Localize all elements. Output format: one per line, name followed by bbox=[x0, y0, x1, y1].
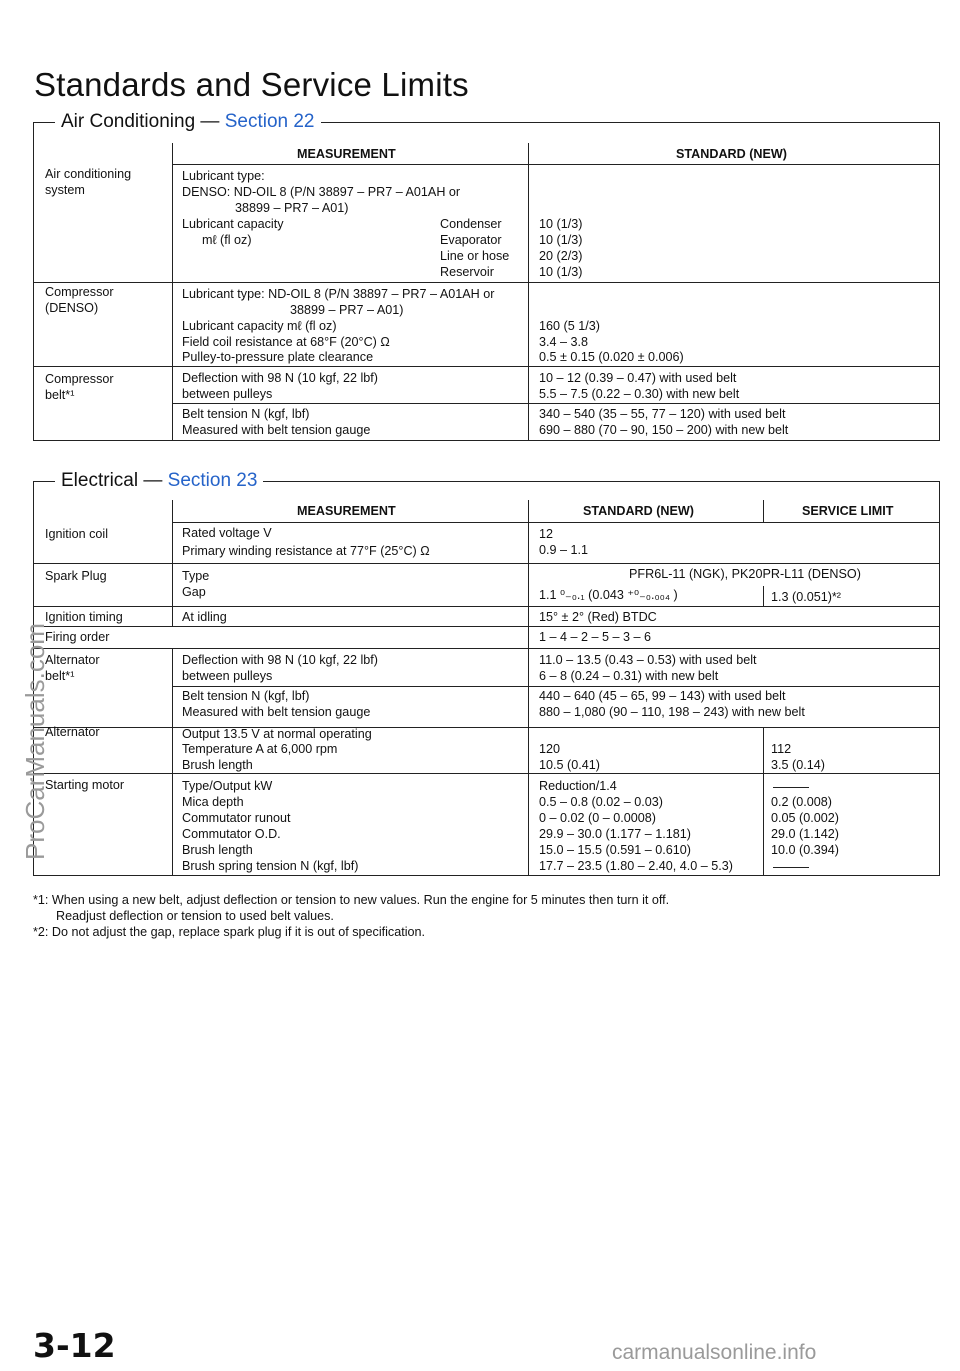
el-measurement: Brush spring tension N (kgf, lbf) bbox=[182, 859, 359, 873]
el-row-rule bbox=[172, 686, 940, 687]
el-measurement: Output 13.5 V at normal operating bbox=[182, 727, 372, 741]
ac-measurement: mℓ (fl oz) bbox=[202, 233, 252, 247]
el-limit: 10.0 (0.394) bbox=[771, 843, 839, 857]
el-measurement: Type/Output kW bbox=[182, 779, 273, 793]
el-header-standard: STANDARD (NEW) bbox=[583, 504, 694, 518]
el-col-rule-3 bbox=[763, 500, 764, 522]
el-standard: 120 bbox=[539, 742, 561, 756]
el-row-rule bbox=[33, 563, 940, 564]
ac-col-rule-1 bbox=[172, 143, 173, 441]
el-limit: 0.2 (0.008) bbox=[771, 795, 832, 809]
el-measurement: Belt tension N (kgf, lbf) bbox=[182, 689, 310, 703]
ac-measurement: Field coil resistance at 68°F (20°C) Ω bbox=[182, 335, 390, 349]
el-standard: 6 – 8 (0.24 – 0.31) with new belt bbox=[539, 669, 719, 683]
ac-item: Compressor bbox=[45, 285, 114, 299]
el-item: Alternator bbox=[45, 725, 100, 739]
el-col-rule-1 bbox=[172, 648, 173, 876]
ac-header-rule bbox=[172, 164, 940, 165]
el-standard: 11.0 – 13.5 (0.43 – 0.53) with used belt bbox=[539, 653, 757, 667]
ac-measurement: Lubricant capacity bbox=[182, 217, 284, 231]
el-limit-dash bbox=[773, 787, 809, 788]
ac-item: belt*¹ bbox=[45, 388, 75, 402]
el-standard: 0.9 – 1.1 bbox=[539, 543, 589, 557]
ac-standard: 10 (1/3) bbox=[539, 233, 583, 247]
el-limit: 0.05 (0.002) bbox=[771, 811, 839, 825]
el-standard: 17.7 – 23.5 (1.80 – 2.40, 4.0 – 5.3) bbox=[539, 859, 733, 873]
el-standard: Reduction/1.4 bbox=[539, 779, 617, 793]
el-standard: 29.9 – 30.0 (1.177 – 1.181) bbox=[539, 827, 691, 841]
ac-standard: 0.5 ± 0.15 (0.020 ± 0.006) bbox=[539, 350, 684, 364]
watermark bbox=[20, 540, 54, 860]
ac-standard: 10 (1/3) bbox=[539, 265, 583, 279]
ac-location: Condenser bbox=[440, 217, 502, 231]
el-standard: PFR6L-11 (NGK), PK20PR-L11 (DENSO) bbox=[629, 567, 861, 581]
el-measurement: Deflection with 98 N (10 kgf, 22 lbf) bbox=[182, 653, 378, 667]
ac-header-measurement: MEASUREMENT bbox=[297, 147, 396, 161]
el-limit-dash bbox=[773, 867, 809, 868]
el-header-measurement: MEASUREMENT bbox=[297, 504, 396, 518]
el-measurement: Mica depth bbox=[182, 795, 244, 809]
footnote: Readjust deflection or tension to used belt values. bbox=[56, 909, 334, 923]
ac-section-dash: — bbox=[200, 111, 220, 132]
el-measurement: Temperature A at 6,000 rpm bbox=[182, 742, 338, 756]
ac-standard: 20 (2/3) bbox=[539, 249, 583, 263]
el-item: Firing order bbox=[45, 630, 110, 644]
el-item: Alternator bbox=[45, 653, 100, 667]
ac-section-heading bbox=[55, 111, 321, 133]
ac-location: Line or hose bbox=[440, 249, 510, 263]
ac-location: Reservoir bbox=[440, 265, 494, 279]
ac-standard: 690 – 880 (70 – 90, 150 – 200) with new belt bbox=[539, 423, 789, 437]
el-header-rule bbox=[172, 522, 940, 523]
ac-section-link[interactable]: Section 22 bbox=[224, 111, 315, 132]
el-item: Spark Plug bbox=[45, 569, 107, 583]
ac-measurement: Pulley-to-pressure plate clearance bbox=[182, 350, 374, 364]
el-limit: 29.0 (1.142) bbox=[771, 827, 839, 841]
el-limit: 1.3 (0.051)*² bbox=[771, 590, 842, 604]
ac-col-rule-2 bbox=[528, 143, 529, 441]
el-row-rule bbox=[33, 727, 940, 728]
el-item: Ignition timing bbox=[45, 610, 123, 624]
ac-measurement: Lubricant type: bbox=[182, 169, 265, 183]
page-number: 3-12 bbox=[33, 1326, 116, 1365]
watermark-text: ProCarManuals.com bbox=[20, 623, 50, 860]
ac-row-rule bbox=[172, 403, 940, 404]
ac-item: system bbox=[45, 183, 85, 197]
el-measurement: Commutator runout bbox=[182, 811, 291, 825]
ac-standard: 10 – 12 (0.39 – 0.47) with used belt bbox=[539, 371, 737, 385]
el-measurement: Brush length bbox=[182, 758, 253, 772]
el-standard: 0.5 – 0.8 (0.02 – 0.03) bbox=[539, 795, 663, 809]
ac-standard: 3.4 – 3.8 bbox=[539, 335, 589, 349]
footnote: *1: When using a new belt, adjust deflection or tension to new values. Run the engine for 5 minutes then turn it off. bbox=[33, 893, 670, 907]
el-item: Ignition coil bbox=[45, 527, 109, 541]
el-row-rule bbox=[33, 626, 940, 627]
el-standard: 880 – 1,080 (90 – 110, 198 – 243) with new belt bbox=[539, 705, 805, 719]
el-standard: 12 bbox=[539, 527, 554, 541]
ac-measurement: 38899 – PR7 – A01) bbox=[290, 303, 404, 317]
el-measurement: between pulleys bbox=[182, 669, 273, 683]
el-standard: 1.1 ⁰₋₀.₁ (0.043 ⁺⁰₋₀.₀₀₄ ) bbox=[539, 588, 678, 602]
el-col-rule-2 bbox=[528, 500, 529, 876]
el-standard: 0 – 0.02 (0 – 0.0008) bbox=[539, 811, 656, 825]
el-col-rule-3 bbox=[763, 586, 764, 606]
el-section-heading bbox=[55, 470, 263, 492]
el-standard: 15° ± 2° (Red) BTDC bbox=[539, 610, 657, 624]
ac-location: Evaporator bbox=[440, 233, 502, 247]
el-measurement: Brush length bbox=[182, 843, 253, 857]
el-header-limit: SERVICE LIMIT bbox=[802, 504, 894, 518]
ac-item: Air conditioning bbox=[45, 167, 132, 181]
el-item: Starting motor bbox=[45, 778, 125, 792]
el-standard: 1 – 4 – 2 – 5 – 3 – 6 bbox=[539, 630, 652, 644]
ac-measurement: Measured with belt tension gauge bbox=[182, 423, 371, 437]
el-measurement: Primary winding resistance at 77°F (25°C) Ω bbox=[182, 544, 430, 558]
el-standard: 10.5 (0.41) bbox=[539, 758, 600, 772]
ac-measurement: Lubricant type: ND-OIL 8 (P/N 38897 – PR7 – A01AH or bbox=[182, 287, 495, 301]
el-measurement: Measured with belt tension gauge bbox=[182, 705, 371, 719]
ac-standard: 5.5 – 7.5 (0.22 – 0.30) with new belt bbox=[539, 387, 740, 401]
el-row-rule bbox=[33, 606, 940, 607]
ac-measurement: DENSO: ND-OIL 8 (P/N 38897 – PR7 – A01AH or bbox=[182, 185, 461, 199]
el-section-dash: — bbox=[143, 470, 163, 491]
el-row-rule bbox=[33, 648, 940, 649]
ac-section-label: Air Conditioning bbox=[61, 111, 196, 132]
ac-row-rule bbox=[33, 366, 940, 367]
el-limit: 112 bbox=[771, 742, 792, 756]
el-measurement: Gap bbox=[182, 585, 206, 599]
el-measurement: Type bbox=[182, 569, 210, 583]
el-standard: 440 – 640 (45 – 65, 99 – 143) with used belt bbox=[539, 689, 786, 703]
el-measurement: At idling bbox=[182, 610, 227, 624]
ac-standard: 340 – 540 (35 – 55, 77 – 120) with used belt bbox=[539, 407, 786, 421]
page-title: Standards and Service Limits bbox=[34, 66, 469, 103]
el-measurement: Commutator O.D. bbox=[182, 827, 281, 841]
ac-measurement: between pulleys bbox=[182, 387, 273, 401]
ac-measurement: Lubricant capacity mℓ (fl oz) bbox=[182, 319, 337, 333]
el-measurement: Rated voltage V bbox=[182, 526, 272, 540]
ac-measurement: Deflection with 98 N (10 kgf, 22 lbf) bbox=[182, 371, 378, 385]
ac-measurement: 38899 – PR7 – A01) bbox=[235, 201, 349, 215]
ac-item: (DENSO) bbox=[45, 301, 99, 315]
ac-item: Compressor bbox=[45, 372, 114, 386]
el-col-rule-3 bbox=[763, 727, 764, 876]
footnote: *2: Do not adjust the gap, replace spark plug if it is out of specification. bbox=[33, 925, 426, 939]
el-limit: 3.5 (0.14) bbox=[771, 758, 825, 772]
ac-header-standard: STANDARD (NEW) bbox=[676, 147, 787, 161]
site-watermark: carmanualsonline.info bbox=[612, 1341, 817, 1364]
ac-measurement: Belt tension N (kgf, lbf) bbox=[182, 407, 310, 421]
ac-row-rule bbox=[33, 282, 940, 283]
el-section-label: Electrical bbox=[61, 470, 139, 491]
el-section-link[interactable]: Section 23 bbox=[167, 470, 258, 491]
el-item: belt*¹ bbox=[45, 669, 75, 683]
el-standard: 15.0 – 15.5 (0.591 – 0.610) bbox=[539, 843, 691, 857]
ac-standard: 160 (5 1/3) bbox=[539, 319, 600, 333]
ac-standard: 10 (1/3) bbox=[539, 217, 583, 231]
